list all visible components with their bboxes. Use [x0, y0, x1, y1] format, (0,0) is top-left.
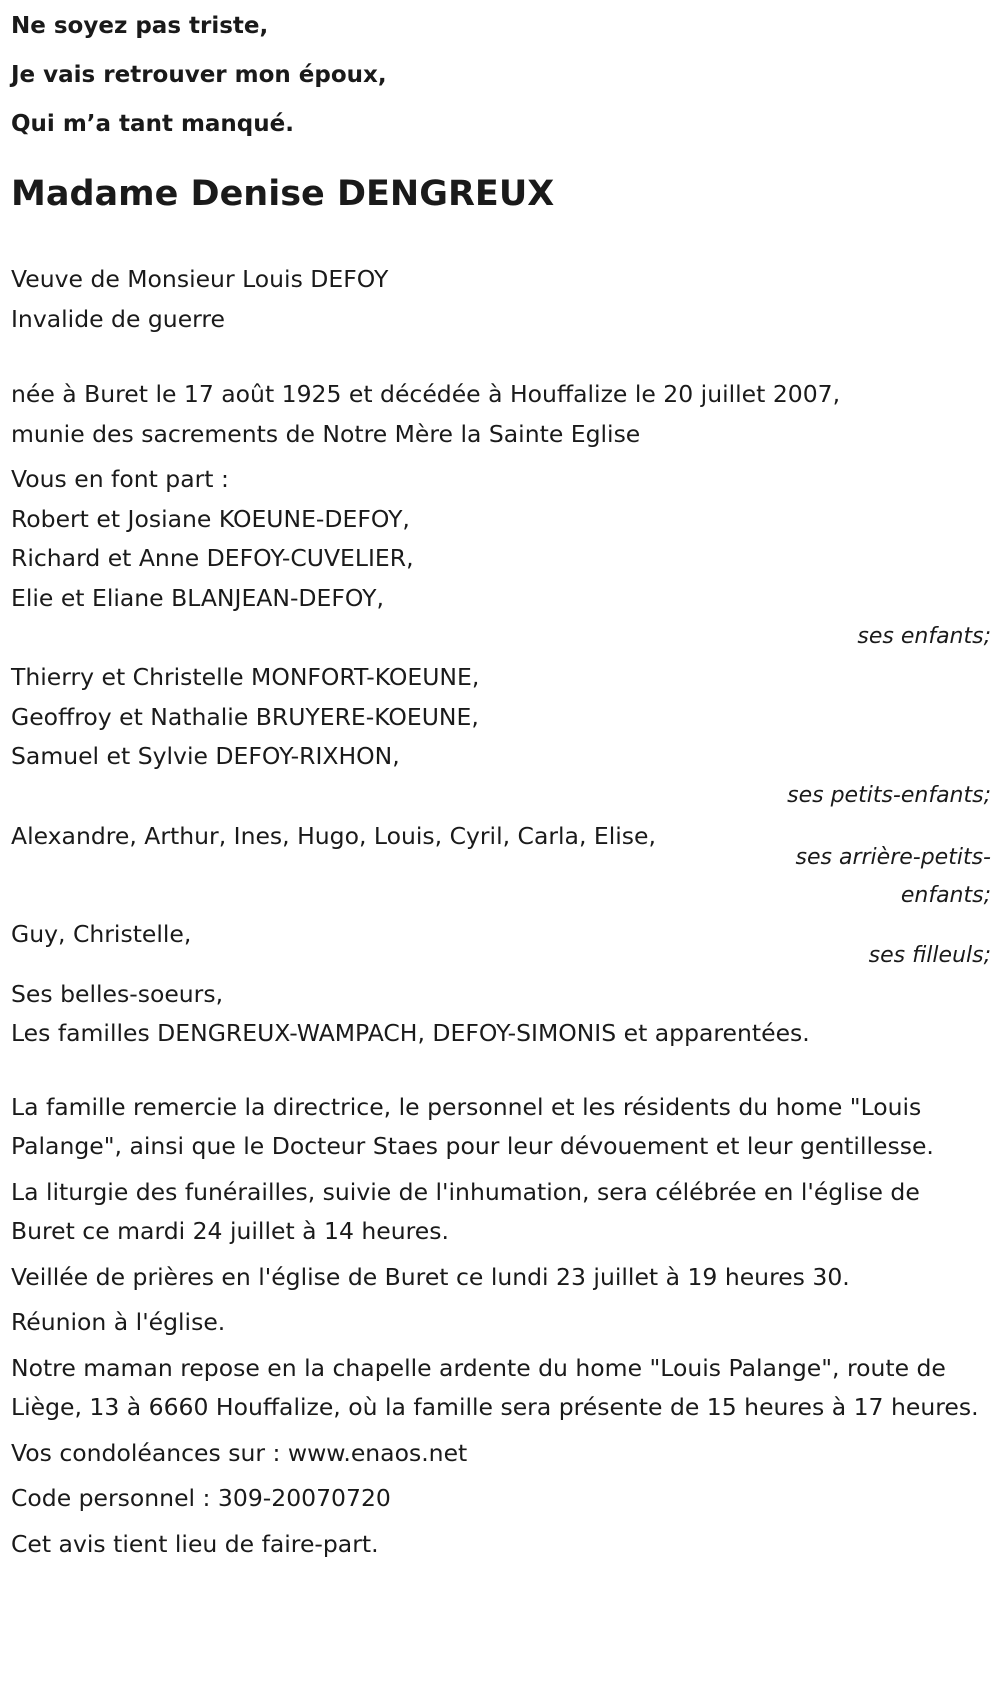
grandchild-1: Thierry et Christelle MONFORT-KOEUNE,	[11, 663, 480, 691]
birth-death: née à Buret le 17 août 1925 et décédée à Houffalize le 20 juillet 2007,	[11, 380, 841, 408]
great-grandchildren-label: ses arrière-petits-enfants;	[795, 844, 991, 908]
sacraments: munie des sacrements de Notre Mère la Sainte Eglise	[11, 419, 641, 448]
grandchild-3: Samuel et Sylvie DEFOY-RIXHON,	[11, 742, 400, 770]
godchildren: Guy, Christelle,	[11, 919, 192, 948]
personal-code: Code personnel : 309-20070720	[11, 1484, 391, 1512]
obituary-notice	[11, 0, 991, 1564]
child-1: Robert et Josiane KOEUNE-DEFOY,	[11, 504, 410, 533]
meeting-paragraph: Réunion à l'église.	[11, 1308, 226, 1336]
announce-intro: Vous en font part :	[11, 465, 229, 493]
child-2: Richard et Anne DEFOY-CUVELIER,	[11, 544, 414, 572]
liturgy-paragraph: La liturgie des funérailles, suivie de l'inhumation, sera célébrée en l'église de Buret ce mardi 24 juillet à 14 heures.	[11, 1177, 920, 1245]
child-3: Elie et Eliane BLANJEAN-DEFOY,	[11, 583, 384, 612]
verse-line-1: Ne soyez pas triste,	[11, 13, 269, 39]
godchildren-label: ses filleuls;	[868, 942, 991, 968]
families: Les familles DENGREUX-WAMPACH, DEFOY-SIMONIS et apparentées.	[11, 1019, 810, 1047]
status: Invalide de guerre	[11, 304, 226, 333]
verse-line-3: Qui m’a tant manqué.	[11, 111, 294, 137]
condolences: Vos condoléances sur : www.enaos.net	[11, 1438, 468, 1467]
children-label: ses enfants;	[857, 624, 991, 649]
deceased-name: Madame Denise DENGREUX	[11, 174, 555, 214]
grandchild-2: Geoffroy et Nathalie BRUYERE-KOEUNE,	[11, 702, 479, 731]
great-grandchildren: Alexandre, Arthur, Ines, Hugo, Louis, Cyril, Carla, Elise,	[11, 821, 656, 850]
thanks-paragraph: La famille remercie la directrice, le personnel et les résidents du home "Louis Palange", ainsi que le Docteur Staes pour leur dévouement et leur gentillesse.	[11, 1092, 934, 1160]
sisters-in-law: Ses belles-soeurs,	[11, 979, 224, 1008]
rest-paragraph: Notre maman repose en la chapelle ardente du home "Louis Palange", route de Liège, 13 à 6660 Houffalize, où la famille sera présente de 15 heures à 17 heures.	[11, 1353, 979, 1421]
verse-line-2: Je vais retrouver mon époux,	[11, 62, 387, 88]
notice-statement: Cet avis tient lieu de faire-part.	[11, 1529, 379, 1558]
grandchildren-label: ses petits-enfants;	[787, 782, 991, 808]
widow-of: Veuve de Monsieur Louis DEFOY	[11, 265, 389, 293]
verse	[11, 2, 991, 149]
vigil-paragraph: Veillée de prières en l'église de Buret ce lundi 23 juillet à 19 heures 30.	[11, 1262, 850, 1291]
